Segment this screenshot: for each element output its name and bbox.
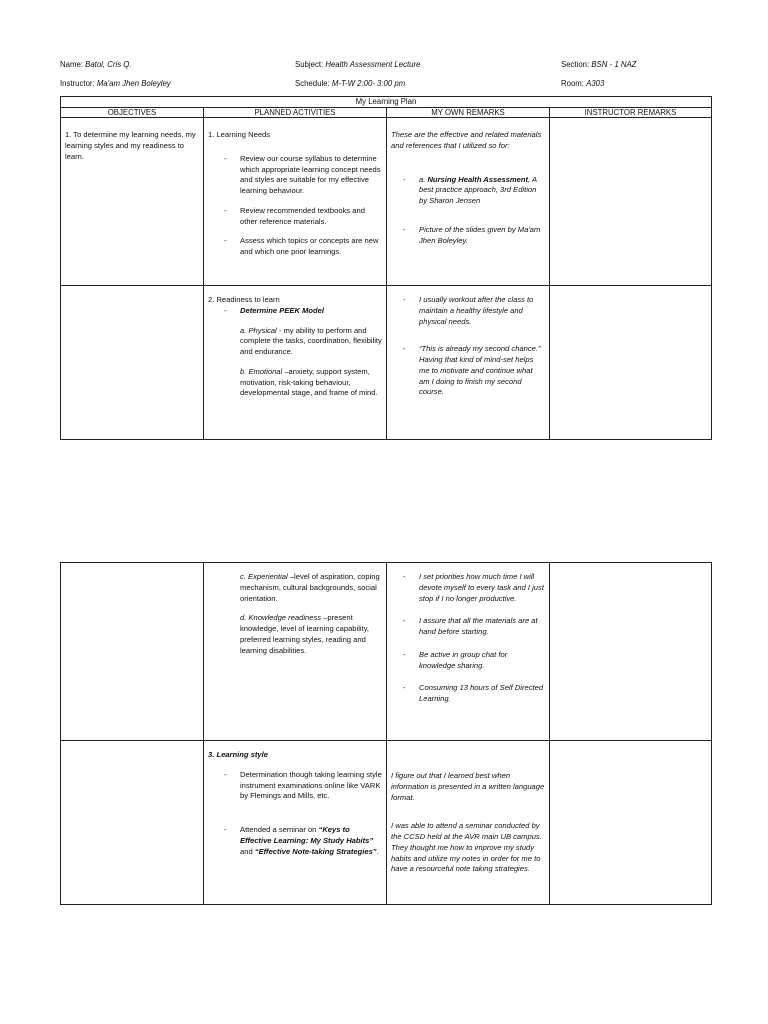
objective-cell-empty [61,563,204,741]
section-value: BSN - 1 NAZ [591,60,637,69]
remark-item: I was able to attend a seminar conducted by the CCSD held at the AVR main UB campus. They thought me how to improve my study habits and utilize my notes in order for me to have a resourceful note taking strategies. [391,821,542,874]
knowledge-readiness: d. Knowledge readiness –present knowledge, level of learning capability, preferred learning styles, reading and learning disabilities. [240,613,370,655]
instructor-value: Ma'am Jhen Boleyley [96,79,171,88]
col-planned-activities: PLANNED ACTIVITIES [204,108,387,118]
objective-cell-empty [61,741,204,905]
objective-cell-empty [61,286,204,440]
readiness-heading: 2. Readiness to learn [208,295,280,304]
remark-item: I assure that all the materials are at hand before starting. [419,616,538,637]
learning-style-heading: 3. Learning style [208,750,268,759]
remark-item: “This is already my second chance.” Having that kind of mind-set helps me to motivate and continue what am I doing to finish my second course. [419,344,541,397]
instructor-remarks-cell [550,118,712,286]
table-row: 2. Readiness to learn - Determine PEEK Model a. Physical - my ability to perform and complete the tasks, coordination, flexibility and endurance. b. Emotional –anxiety, support system, motivation, risk-taking behaviour, developmental stage, and frame of mind. - I usually workout after the class to maintain a healthy lifestyle and physical needs. - “This is already my second chance.” Having that kind of mind-set helps me to motivate and continue what am I doing to finish my second course. [61,286,712,440]
table-row: c. Experiential –level of aspiration, coping mechanism, cultural backgrounds, social orientation. d. Knowledge readiness –present knowledge, level of learning capability, preferred learning styles, reading and learning disabilities. - I set priorities how much time I will devote myself to every task and I just stop if I no longer productive. - I assure that all the materials are at hand before starting. - Be active in group chat for knowledge sharing. - Consuming 13 hours of Self Directed Learning. [61,563,712,741]
remark-item: I usually workout after the class to maintain a healthy lifestyle and physical needs. [419,295,534,326]
activity-item: Review recommended textbooks and other reference materials. [240,205,365,226]
room-label: Room: [561,79,584,88]
remark-item: a. Nursing Health Assessment, A best practice approach, 3rd Edition by Sharon Jensen [419,174,537,206]
activity-item: Review our course syllabus to determine which appropriate learning concept needs and styles are suitable for my effective learning behaviour. [240,153,381,196]
name-field [60,59,132,70]
name-value: Batol, Cris Q. [85,60,132,69]
instructor-remarks-cell [550,741,712,905]
objective-text: 1. To determine my learning needs, my learning styles and my readiness to learn. [65,130,196,161]
activity-item: Assess which topics or concepts are new and which one prior learnings. [240,236,379,257]
activity-item: Attended a seminar on “Keys to Effective Learning: My Study Habits” and “Effective Note-taking Strategies”. [240,825,379,856]
remark-item: Picture of the slides given by Ma'am Jhen Boleyley. [419,224,541,245]
remark-item: I figure out that I learned best when information is presented in a written language format. [391,771,545,802]
learning-plan-table-page1 [60,96,712,440]
instructor-remarks-cell [550,563,712,741]
subject-label: Subject: [295,60,324,69]
remark-item: I set priorities how much time I will devote myself to every task and I just stop if I no longer productive. [419,572,544,603]
remark-item: Consuming 13 hours of Self Directed Learning. [419,683,544,704]
instructor-remarks-cell [550,286,712,440]
section-label: Section: [561,60,590,69]
schedule-field [295,78,405,89]
instructor-field [60,78,171,89]
schedule-label: Schedule: [295,79,330,88]
table-row: 1. To determine my learning needs, my learning styles and my readiness to learn. 1. Learning Needs - Review our course syllabus to determine which appropriate learning concept needs and styles are suitable for my effective learning behaviour. - Review recommended textbooks and other reference materials. - Assess which topics or concepts are new and which one prior learnings. These are the effective and related materials and references that I utilized so for: - a. Nursing Health Assessment, A best practice approach, 3rd Edition by Sharon Jensen - Picture of the slides given by Ma'am Jhen Boleyley. [61,118,712,286]
schedule-value: M-T-W 2:00- 3:00 pm [331,79,406,88]
subject-value: Health Assessment Lecture [325,60,421,69]
instructor-label: Instructor: [60,79,95,88]
room-field [561,78,604,89]
room-value: A303 [586,79,605,88]
section-field [561,59,636,70]
learning-needs-heading: 1. Learning Needs [208,130,271,139]
name-label: Name: [60,60,83,69]
remarks-intro: These are the effective and related materials and references that I utilized so for: [391,130,542,150]
activity-item: Determination though taking learning style instrument examinations online like VARK by Flemings and Mills, etc. [240,769,382,801]
col-instructor-remarks: INSTRUCTOR REMARKS [550,108,712,118]
emotional-readiness: b. Emotional –anxiety, support system, motivation, risk-taking behaviour, developmental stage, and frame of mind. [240,366,378,398]
physical-readiness: a. Physical - my ability to perform and complete the tasks, coordination, flexibility and endurance. [240,325,382,357]
col-objectives: OBJECTIVES [61,108,204,118]
table-title: My Learning Plan [61,97,712,108]
peek-model-title: Determine PEEK Model [240,305,324,315]
subject-field [295,59,420,70]
experiential-readiness: c. Experiential –level of aspiration, coping mechanism, cultural backgrounds, social orientation. [240,572,380,603]
table-row: 3. Learning style - Determination though taking learning style instrument examinations online like VARK by Flemings and Mills, etc. - Attended a seminar on “Keys to Effective Learning: My Study Habits” and “Effective Note-taking Strategies”. I figure out that I learned best when information is presented in a written language format. I was able to attend a seminar conducted by the CCSD held at the AVR main UB campus. They thought me how to improve my study habits and utilize my notes in order for me to have a resourceful note taking strategies. [61,741,712,905]
learning-plan-table-page2 [60,562,712,905]
col-own-remarks: MY OWN REMARKS [387,108,550,118]
remark-item: Be active in group chat for knowledge sharing. [419,649,508,670]
